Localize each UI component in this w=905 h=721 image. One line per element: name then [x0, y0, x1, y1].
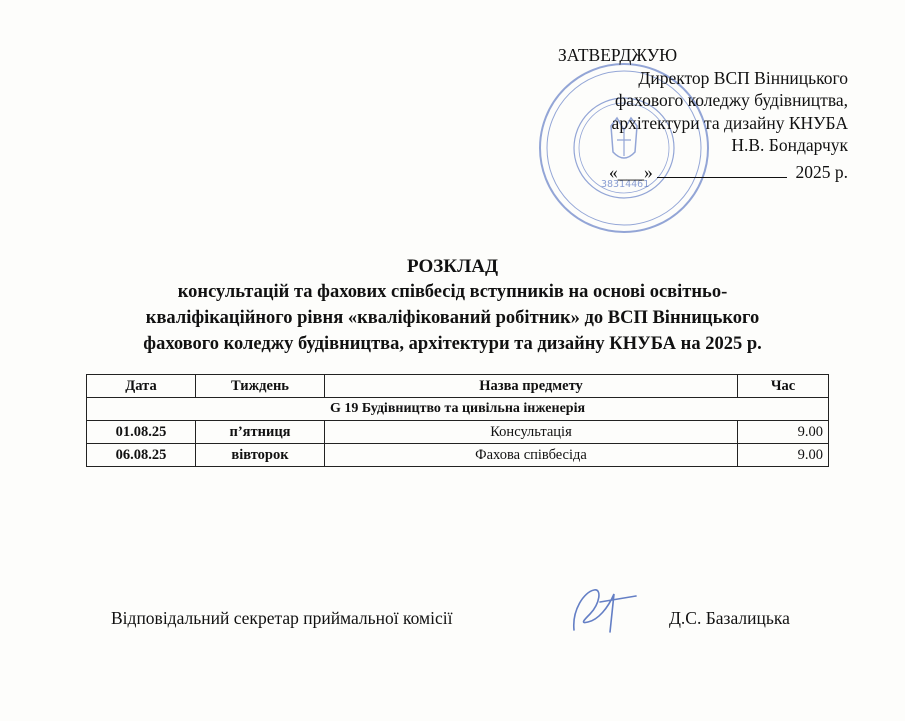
- approval-signer: Н.В. Бондарчук: [731, 135, 848, 155]
- header-date: Дата: [87, 375, 196, 398]
- document-subtitle-3: фахового коледжу будівництва, архітектури та дизайну КНУБА на 2025 р.: [143, 334, 762, 354]
- row-date: 06.08.25: [87, 444, 196, 467]
- schedule-table: [86, 374, 829, 467]
- document-subtitle-2: кваліфікаційного рівня «кваліфікований робітник» до ВСП Вінницького: [145, 308, 760, 328]
- header-subject: Назва предмету: [325, 375, 738, 398]
- row-week: вівторок: [196, 444, 325, 467]
- approval-line-3: архітектури та дизайну КНУБА: [611, 112, 848, 133]
- footer-name: Д.С. Базалицька: [669, 608, 790, 628]
- specialty-row: [87, 398, 829, 421]
- table-header-row: [87, 375, 829, 398]
- table-row: [87, 421, 829, 444]
- row-date: 01.08.25: [87, 421, 196, 444]
- approval-date-prefix: «___»: [609, 161, 653, 182]
- row-time: 9.00: [738, 421, 829, 444]
- approval-line-1: Директор ВСП Вінницького: [638, 67, 848, 88]
- approval-date-line: [548, 161, 848, 184]
- table-row: [87, 444, 829, 467]
- document-subtitle-1: консультацій та фахових співбесід вступників на основі освітньо-: [177, 282, 728, 302]
- specialty-cell: G 19 Будівництво та цивільна інженерія: [87, 398, 829, 421]
- document-title: РОЗКЛАД: [406, 256, 499, 277]
- stamp-code: 38314461: [601, 179, 650, 190]
- approval-date-blank: [657, 163, 787, 178]
- row-time: 9.00: [738, 444, 829, 467]
- approval-block: [548, 44, 848, 183]
- header-time: Час: [738, 375, 829, 398]
- approval-year: 2025 р.: [795, 161, 848, 182]
- approval-line-2: фахового коледжу будівництва,: [614, 90, 848, 110]
- footer-position: Відповідальний секретар приймальної комісії: [111, 608, 453, 628]
- row-subject: Фахова співбесіда: [325, 444, 738, 467]
- row-subject: Консультація: [325, 421, 738, 444]
- approval-word: ЗАТВЕРДЖУЮ: [558, 45, 678, 65]
- handwritten-signature: [566, 580, 646, 640]
- row-week: п’ятниця: [196, 421, 325, 444]
- title-block: [50, 255, 855, 357]
- header-week: Тиждень: [196, 375, 325, 398]
